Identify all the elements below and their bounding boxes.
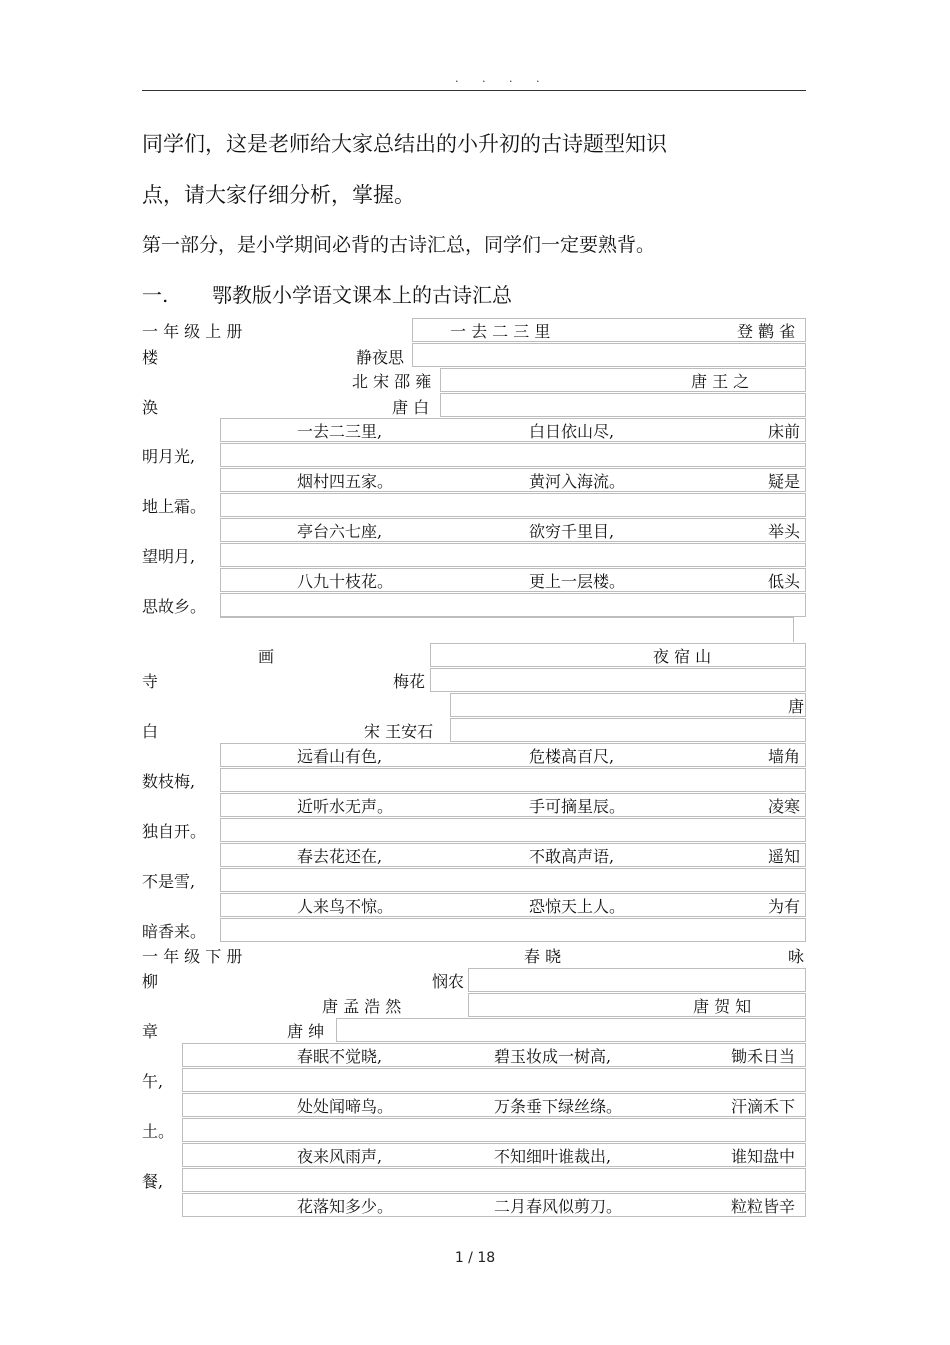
poem-author: 北 宋 邵 雍 [352, 372, 432, 391]
verse-line: 汗滴禾下 [731, 1097, 796, 1116]
verse-line: 远看山有色, [297, 747, 383, 766]
table-cell-box [220, 443, 806, 467]
verse-line: 人来鸟不惊。 [297, 897, 394, 916]
intro-line-1: 同学们，这是老师给大家总结出的小升初的古诗题型知识 [142, 132, 667, 156]
poem-author: 唐 贺 知 [693, 997, 752, 1016]
poem-title: 咏 [788, 947, 805, 966]
poem-title: 画 [258, 647, 275, 666]
poem-author: 白 [142, 722, 159, 741]
table-cell-box [220, 818, 806, 842]
table-cell-box [412, 343, 806, 367]
verse-line: 餐, [142, 1172, 164, 1191]
verse-line: 明月光, [142, 447, 196, 466]
table-cell-box [450, 718, 806, 742]
verse-line: 烟村四五家。 [297, 472, 394, 491]
poem-title: 悯农 [432, 972, 465, 991]
table-cell-box [220, 617, 794, 642]
table-cell-box [182, 1168, 806, 1192]
poem-author: 涣 [142, 398, 159, 417]
verse-line: 白日依山尽, [529, 422, 615, 441]
table-cell-box [430, 668, 806, 692]
table-cell-box [450, 693, 806, 717]
poem-title: 春 晓 [524, 947, 562, 966]
verse-line: 八九十枝花。 [297, 572, 394, 591]
verse-line: 午, [142, 1072, 164, 1091]
poem-title: 梅花 [393, 672, 426, 691]
section-number: 一. [142, 283, 169, 307]
poem-author: 唐 白 [392, 398, 430, 417]
verse-line: 锄禾日当 [731, 1047, 796, 1066]
intro-line-2: 点，请大家仔细分析，掌握。 [142, 183, 415, 207]
table-cell-box [440, 393, 806, 417]
verse-line: 独自开。 [142, 822, 207, 841]
verse-line: 谁知盘中 [731, 1147, 796, 1166]
table-cell-box [412, 318, 806, 342]
verse-line: 碧玉妆成一树高, [494, 1047, 612, 1066]
verse-line: 土。 [142, 1122, 175, 1141]
verse-line: 望明月, [142, 547, 196, 566]
verse-line: 恐惊天上人。 [529, 897, 626, 916]
poem-author: 章 [142, 1022, 159, 1041]
verse-line: 粒粒皆辛 [731, 1197, 796, 1216]
table-cell-box [336, 1018, 806, 1042]
verse-line: 墙角 [768, 747, 801, 766]
verse-line: 花落知多少。 [297, 1197, 394, 1216]
poem-title: 寺 [142, 672, 159, 691]
verse-line: 暗香来。 [142, 922, 207, 941]
poem-author: 唐 孟 浩 然 [322, 997, 402, 1016]
table-cell-box [468, 968, 806, 992]
table-cell-box [182, 1068, 806, 1092]
verse-line: 思故乡。 [142, 597, 207, 616]
table-cell-box [220, 543, 806, 567]
verse-line: 不是雪, [142, 872, 196, 891]
verse-line: 黄河入海流。 [529, 472, 626, 491]
poem-author: 宋 王安石 [364, 722, 434, 741]
verse-line: 危楼高百尺, [529, 747, 615, 766]
poem-title: 柳 [142, 972, 159, 991]
verse-line: 不敢高声语, [529, 847, 615, 866]
poem-title: 登 鹳 雀 [737, 322, 796, 341]
verse-line: 为有 [768, 897, 801, 916]
verse-line: 凌寒 [768, 797, 801, 816]
verse-line: 床前 [768, 422, 801, 441]
verse-line: 一去二三里, [297, 422, 383, 441]
verse-line: 欲穷千里目, [529, 522, 615, 541]
grade-label: 一 年 级 下 册 [142, 947, 243, 966]
poem-title: 楼 [142, 348, 159, 367]
poem-title: 夜 宿 山 [653, 647, 712, 666]
verse-line: 手可摘星辰。 [529, 797, 626, 816]
table-cell-box [468, 993, 806, 1017]
verse-line: 数枝梅, [142, 772, 196, 791]
verse-line: 春眠不觉晓, [297, 1047, 383, 1066]
table-cell-box [220, 593, 806, 617]
part-one-heading: 第一部分，是小学期间必背的古诗汇总，同学们一定要熟背。 [142, 234, 656, 256]
verse-line: 地上霜。 [142, 497, 207, 516]
poem-title: 静夜思 [356, 348, 405, 367]
table-cell-box [182, 1118, 806, 1142]
verse-line: 春去花还在, [297, 847, 383, 866]
verse-line: 疑是 [768, 472, 801, 491]
poem-title: 一 去 二 三 里 [450, 322, 551, 341]
verse-line: 近听水无声。 [297, 797, 394, 816]
verse-line: 更上一层楼。 [529, 572, 626, 591]
verse-line: 不知细叶谁裁出, [494, 1147, 612, 1166]
table-cell-box [430, 643, 806, 667]
table-cell-box [220, 493, 806, 517]
verse-line: 举头 [768, 522, 801, 541]
verse-line: 低头 [768, 572, 801, 591]
page-number: 1 / 18 [454, 1250, 496, 1266]
header-dots: . . . . [455, 72, 550, 85]
verse-line: 遥知 [768, 847, 801, 866]
verse-line: 处处闻啼鸟。 [297, 1097, 394, 1116]
header-rule [142, 90, 806, 91]
table-cell-box [440, 368, 806, 392]
grade-label: 一 年 级 上 册 [142, 322, 243, 341]
verse-line: 二月春风似剪刀。 [494, 1197, 623, 1216]
poem-author: 唐 绅 [287, 1022, 325, 1041]
verse-line: 亭台六七座, [297, 522, 383, 541]
table-cell-box [220, 768, 806, 792]
verse-line: 万条垂下绿丝绦。 [494, 1097, 623, 1116]
table-cell-box [220, 868, 806, 892]
section-title: 鄂教版小学语文课本上的古诗汇总 [212, 283, 512, 307]
verse-line: 夜来风雨声, [297, 1147, 383, 1166]
table-cell-box [220, 918, 806, 942]
poem-author: 唐 王 之 [691, 372, 750, 391]
poem-author: 唐 [788, 697, 805, 716]
